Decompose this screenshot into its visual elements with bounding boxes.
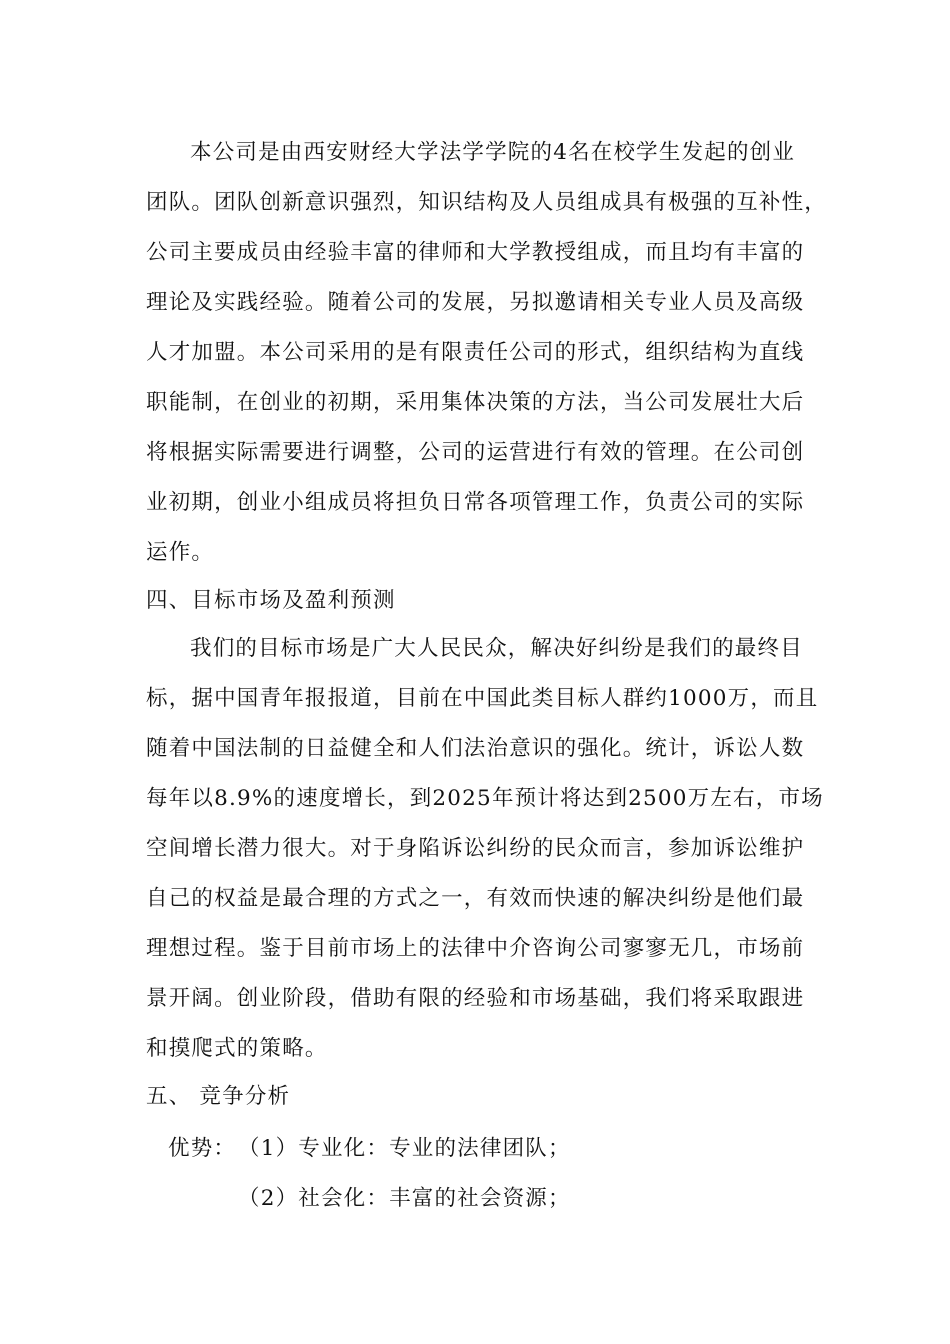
advantages-label: 优势： <box>168 1136 237 1161</box>
paragraph-company-line-9: 运作。 <box>146 540 215 565</box>
paragraph-market-line-5: 空间增长潜力很大。对于身陷诉讼纠纷的民众而言，参加诉讼维护 <box>146 836 805 861</box>
paragraph-market-line-2: 标，据中国青年报报道，目前在中国此类目标人群约1000万，而且 <box>146 686 819 711</box>
paragraph-company-line-2: 团队。团队创新意识强烈，知识结构及人员组成具有极强的互补性， <box>146 190 828 215</box>
paragraph-company-line-3: 公司主要成员由经验丰富的律师和大学教授组成，而且均有丰富的 <box>146 240 805 265</box>
paragraph-market-line-1: 我们的目标市场是广大人民民众，解决好纠纷是我们的最终目 <box>190 636 803 661</box>
paragraph-market-line-8: 景开阔。创业阶段，借助有限的经验和市场基础，我们将采取跟进 <box>146 986 805 1011</box>
paragraph-company-line-5: 人才加盟。本公司采用的是有限责任公司的形式，组织结构为直线 <box>146 340 805 365</box>
paragraph-company-line-6: 职能制，在创业的初期，采用集体决策的方法，当公司发展壮大后 <box>146 390 805 415</box>
paragraph-company-line-8: 业初期，创业小组成员将担负日常各项管理工作，负责公司的实际 <box>146 490 805 515</box>
section-heading-competition: 五、 竞争分析 <box>146 1084 291 1109</box>
paragraph-company-line-4: 理论及实践经验。随着公司的发展，另拟邀请相关专业人员及高级 <box>146 290 805 315</box>
paragraph-market-line-4: 每年以8.9%的速度增长，到2025年预计将达到2500万左右，市场 <box>146 786 824 811</box>
advantage-item-2: （2）社会化：丰富的社会资源； <box>238 1186 571 1211</box>
paragraph-market-line-7: 理想过程。鉴于目前市场上的法律中介咨询公司寥寥无几，市场前 <box>146 936 805 961</box>
paragraph-market-line-9: 和摸爬式的策略。 <box>146 1036 328 1061</box>
advantage-item-1: （1）专业化：专业的法律团队； <box>238 1136 571 1161</box>
paragraph-company-line-7: 将根据实际需要进行调整，公司的运营进行有效的管理。在公司创 <box>146 440 805 465</box>
section-heading-target-market: 四、目标市场及盈利预测 <box>146 588 396 613</box>
paragraph-market-line-3: 随着中国法制的日益健全和人们法治意识的强化。统计，诉讼人数 <box>146 736 805 761</box>
paragraph-market-line-6: 自己的权益是最合理的方式之一，有效而快速的解决纠纷是他们最 <box>146 886 805 911</box>
paragraph-company-line-1: 本公司是由西安财经大学法学学院的4名在校学生发起的创业 <box>190 140 796 165</box>
